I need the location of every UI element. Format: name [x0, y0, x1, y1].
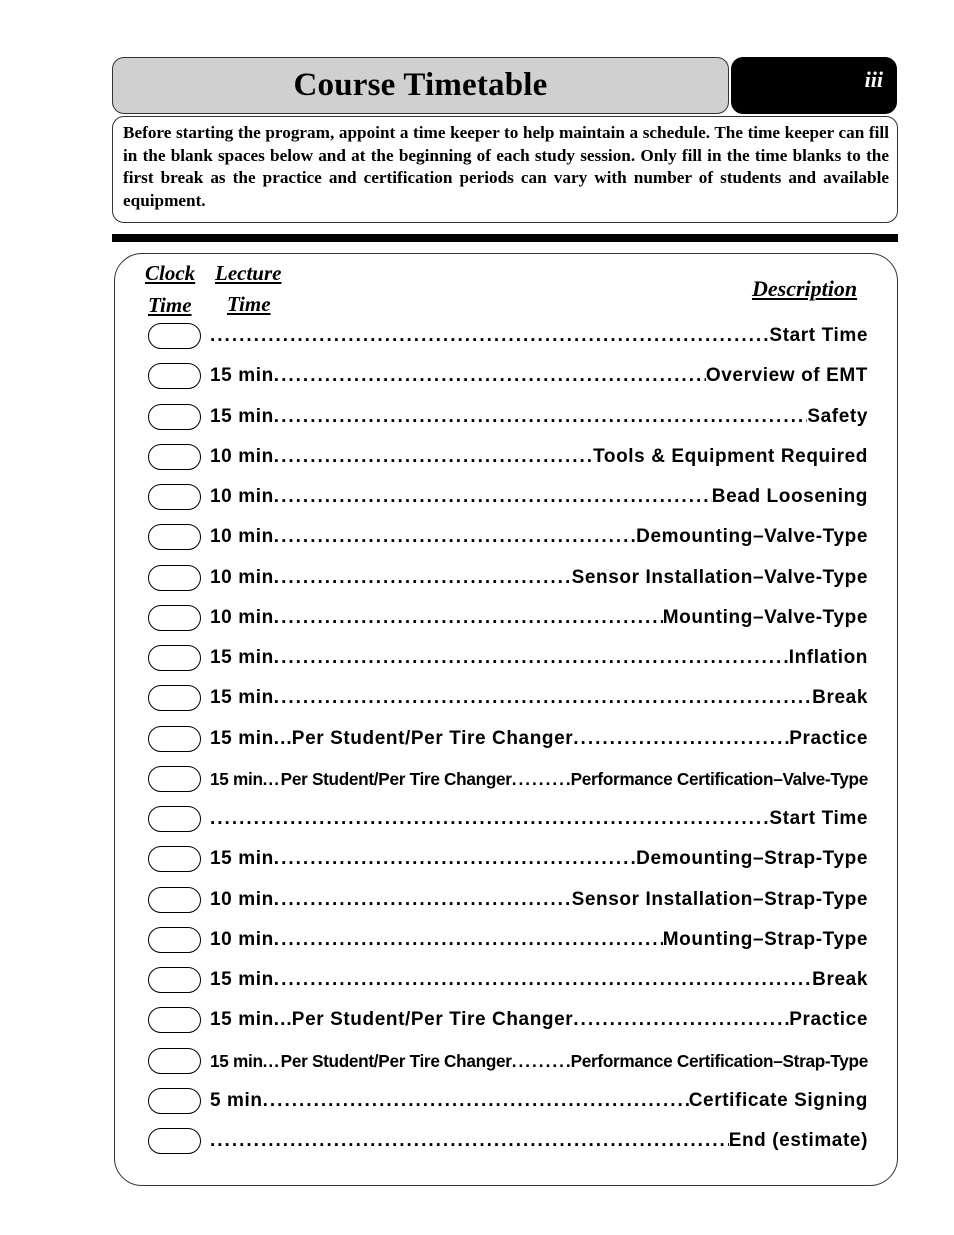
clock-time-blank[interactable] [148, 524, 201, 550]
per-student-note: Per Student/Per Tire Changer [280, 768, 512, 789]
entry-description: Inflation [788, 647, 868, 668]
entry-description: Performance Certification–Strap-Type [570, 1050, 868, 1071]
lecture-time: 15 min [210, 768, 263, 789]
entry-description: Bead Loosening [711, 486, 868, 507]
entry-description: Start Time [769, 808, 868, 829]
entry-description: Safety [807, 406, 868, 427]
timetable-row [0, 363, 954, 389]
entry-line [210, 1088, 868, 1114]
entry-line [210, 524, 868, 550]
page-number: iii [864, 67, 883, 92]
entry-description: Overview of EMT [705, 365, 868, 386]
entry-description: Sensor Installation–Strap-Type [571, 889, 868, 910]
entry-line [210, 605, 868, 631]
lecture-time: 15 min [210, 687, 274, 708]
lecture-time: 15 min [210, 728, 274, 749]
clock-time-blank[interactable] [148, 484, 201, 510]
dot-leader [274, 406, 808, 428]
dot-leader [263, 769, 281, 790]
entry-line [210, 565, 868, 591]
clock-time-blank[interactable] [148, 887, 201, 913]
lecture-time: 10 min [210, 889, 274, 910]
entry-line [210, 846, 868, 872]
lecture-time: 15 min [210, 406, 274, 427]
lecture-time: 10 min [210, 486, 274, 507]
entry-description: Practice [789, 1009, 868, 1030]
clock-time-blank[interactable] [148, 605, 201, 631]
clock-time-blank[interactable] [148, 726, 201, 752]
clock-time-blank[interactable] [148, 967, 201, 993]
entry-description: Mounting–Valve-Type [662, 607, 868, 628]
entry-description: Break [812, 687, 868, 708]
dot-leader [274, 486, 712, 508]
dot-leader [573, 1009, 789, 1031]
entry-description: Tools & Equipment Required [593, 446, 868, 467]
entry-line [210, 404, 868, 430]
dot-leader [274, 687, 812, 709]
clock-time-blank[interactable] [148, 565, 201, 591]
timetable-row [0, 404, 954, 430]
entry-line [210, 967, 868, 993]
entry-description: Sensor Installation–Valve-Type [571, 567, 868, 588]
timetable-row [0, 605, 954, 631]
entry-line [210, 685, 868, 711]
timetable-row [0, 1007, 954, 1033]
description-column-header: Description [752, 276, 858, 301]
dot-leader [274, 365, 706, 387]
entry-line [210, 1128, 868, 1154]
dot-leader [512, 769, 571, 790]
dot-leader [274, 848, 636, 870]
dot-leader [274, 889, 572, 911]
lecture-time-header: Time [227, 292, 271, 316]
timetable-row [0, 444, 954, 470]
title-box [112, 57, 729, 114]
dot-leader [210, 808, 769, 830]
entry-line [210, 887, 868, 913]
dot-leader [210, 1130, 729, 1152]
entry-description: Practice [789, 728, 868, 749]
lecture-time: 15 min [210, 969, 274, 990]
timetable-row [0, 484, 954, 510]
dot-leader [263, 1051, 281, 1072]
entry-line [210, 444, 868, 470]
entry-description: Demounting–Valve-Type [636, 526, 868, 547]
lecture-time: 10 min [210, 929, 274, 950]
clock-time-blank[interactable] [148, 685, 201, 711]
timetable-row [0, 1128, 954, 1154]
page-title: Course Timetable [293, 67, 548, 103]
clock-time-header: Time [148, 293, 192, 317]
dot-leader [210, 325, 769, 347]
timetable-row [0, 565, 954, 591]
dot-leader [274, 567, 572, 589]
timetable-row [0, 846, 954, 872]
clock-time-blank[interactable] [148, 404, 201, 430]
dot-leader [274, 647, 789, 669]
timetable-row [0, 927, 954, 953]
dot-leader [512, 1051, 571, 1072]
entry-line [210, 806, 868, 832]
lecture-time: 10 min [210, 607, 274, 628]
entry-line [210, 645, 868, 671]
entry-description: Mounting–Strap-Type [662, 929, 868, 950]
timetable-row [0, 685, 954, 711]
entry-description: Demounting–Strap-Type [636, 848, 868, 869]
lecture-time: 10 min [210, 526, 274, 547]
entry-description: Certificate Signing [688, 1090, 868, 1111]
entry-line [210, 726, 868, 752]
dot-leader [274, 969, 812, 991]
dot-leader [274, 929, 663, 951]
clock-time-blank[interactable] [148, 766, 201, 792]
lecture-time: 15 min [210, 1009, 274, 1030]
dot-leader [274, 1009, 292, 1031]
clock-time-blank[interactable] [148, 323, 201, 349]
intro-box [112, 116, 898, 223]
entry-description: Performance Certification–Valve-Type [570, 768, 868, 789]
clock-time-blank[interactable] [148, 444, 201, 470]
per-student-note: Per Student/Per Tire Changer [291, 1009, 574, 1030]
timetable-row [0, 524, 954, 550]
entry-line [210, 766, 868, 792]
clock-time-blank[interactable] [148, 1007, 201, 1033]
divider-rule [112, 234, 898, 242]
dot-leader [274, 446, 593, 468]
lecture-time: 15 min [210, 848, 274, 869]
timetable-row [0, 967, 954, 993]
timetable-row [0, 323, 954, 349]
entry-description: Start Time [769, 325, 868, 346]
entry-line [210, 323, 868, 349]
timetable-row [0, 726, 954, 752]
timetable-row [0, 887, 954, 913]
per-student-note: Per Student/Per Tire Changer [280, 1050, 512, 1071]
clock-time-blank[interactable] [148, 1128, 201, 1154]
clock-time-blank[interactable] [148, 1088, 201, 1114]
timetable-row [0, 766, 954, 792]
per-student-note: Per Student/Per Tire Changer [291, 728, 574, 749]
clock-column-header: Clock [145, 261, 196, 285]
lecture-column-header: Lecture [215, 261, 282, 285]
lecture-time: 15 min [210, 1050, 263, 1071]
intro-text: Before starting the program, appoint a time keeper to help maintain a schedule. The time keeper can fill in the blank spaces below and at the beginning of each study session. Only fill in the time blanks to the first break as the practice and certification periods can vary with number of students and available equipment. [123, 123, 889, 210]
clock-time-blank[interactable] [148, 927, 201, 953]
entry-line [210, 927, 868, 953]
entry-line [210, 1007, 868, 1033]
dot-leader [274, 526, 636, 548]
lecture-time: 5 min [210, 1090, 263, 1111]
dot-leader [274, 728, 292, 750]
timetable-row [0, 806, 954, 832]
entry-line [210, 484, 868, 510]
page-number-tab [731, 57, 897, 114]
entry-description: Break [812, 969, 868, 990]
entry-line [210, 363, 868, 389]
lecture-time: 15 min [210, 647, 274, 668]
clock-time-blank[interactable] [148, 846, 201, 872]
clock-time-blank[interactable] [148, 363, 201, 389]
entry-description: End (estimate) [728, 1130, 868, 1151]
entry-line [210, 1048, 868, 1074]
dot-leader [573, 728, 789, 750]
dot-leader [263, 1090, 689, 1112]
dot-leader [274, 607, 663, 629]
clock-time-blank[interactable] [148, 1048, 201, 1074]
lecture-time: 10 min [210, 446, 274, 467]
clock-time-blank[interactable] [148, 806, 201, 832]
timetable-row [0, 1048, 954, 1074]
timetable-row [0, 1088, 954, 1114]
timetable-row [0, 645, 954, 671]
clock-time-blank[interactable] [148, 645, 201, 671]
timetable-panel [114, 253, 898, 1186]
lecture-time: 10 min [210, 567, 274, 588]
lecture-time: 15 min [210, 365, 274, 386]
